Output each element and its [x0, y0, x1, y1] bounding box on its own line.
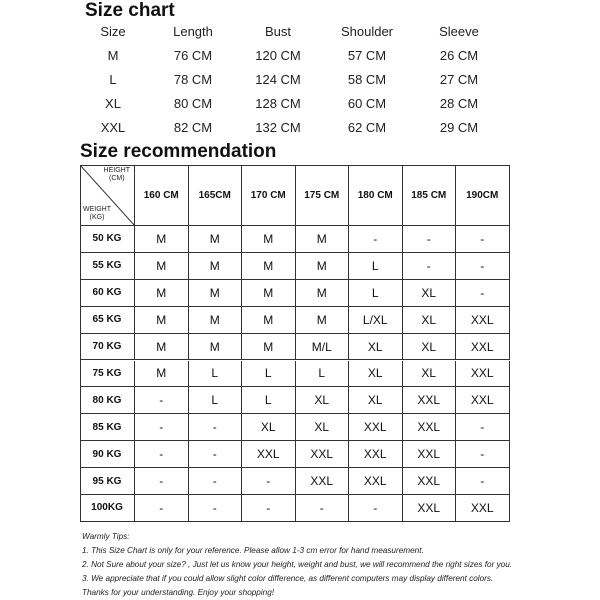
corner-header-cell — [80, 165, 135, 226]
size-recommendation-cell: XL — [242, 414, 296, 441]
height-header-cell: 190CM — [456, 165, 510, 226]
size-chart-cell: 29 CM — [439, 120, 479, 135]
weight-label-cell: 100KG — [80, 495, 135, 522]
size-recommendation-cell: XXL — [456, 334, 510, 361]
size-recommendation-cell: - — [403, 253, 457, 280]
tip-line: Thanks for your understanding. Enjoy your shopping! — [82, 588, 275, 597]
height-header-cell: 170 CM — [242, 165, 296, 226]
size-recommendation-cell: XL — [403, 334, 457, 361]
size-recommendation-cell: - — [135, 441, 189, 468]
height-header-cell: 185 CM — [403, 165, 457, 226]
tip-line: 1. This Size Chart is only for your reference. Please allow 1-3 cm error for hand measurement. — [82, 546, 424, 555]
size-chart-cell: L — [109, 72, 117, 87]
size-recommendation-cell: XL — [296, 387, 350, 414]
size-recommendation-cell: M — [296, 226, 350, 253]
size-recommendation-cell: - — [403, 226, 457, 253]
size-chart-cell: 26 CM — [439, 48, 479, 63]
size-recommendation-cell: XL — [349, 387, 403, 414]
size-recommendation-title: Size recommendation — [80, 141, 277, 162]
size-chart-header-cell: Length — [173, 24, 213, 39]
size-recommendation-cell: XXL — [403, 441, 457, 468]
size-recommendation-cell: M — [189, 226, 243, 253]
size-recommendation-cell: XL — [403, 280, 457, 307]
size-chart-cell: 27 CM — [439, 72, 479, 87]
size-recommendation-cell: XL — [349, 361, 403, 388]
size-recommendation-cell: M — [242, 253, 296, 280]
size-recommendation-cell: XXL — [403, 468, 457, 495]
size-recommendation-cell: - — [135, 387, 189, 414]
size-recommendation-cell: M — [242, 226, 296, 253]
size-chart-header-cell: Shoulder — [340, 24, 394, 39]
size-recommendation-cell: M — [296, 253, 350, 280]
size-recommendation-cell: M — [189, 280, 243, 307]
weight-label-cell: 50 KG — [80, 226, 135, 253]
corner-weight-label: WEIGHT (KG) — [83, 206, 111, 221]
size-recommendation-cell: M — [135, 334, 189, 361]
size-recommendation-cell: M/L — [296, 334, 350, 361]
height-header-cell: 180 CM — [349, 165, 403, 226]
size-recommendation-cell: XL — [349, 334, 403, 361]
size-chart-cell: 80 CM — [173, 96, 213, 111]
size-recommendation-cell: - — [242, 468, 296, 495]
weight-label-cell: 55 KG — [80, 253, 135, 280]
size-chart-cell: XL — [105, 96, 121, 111]
size-recommendation-cell: XXL — [349, 414, 403, 441]
size-recommendation-cell: - — [135, 468, 189, 495]
size-recommendation-cell: - — [189, 468, 243, 495]
size-chart-cell: 58 CM — [347, 72, 387, 87]
height-header-cell: 175 CM — [296, 165, 350, 226]
size-recommendation-cell: XXL — [242, 441, 296, 468]
height-header-cell: 160 CM — [135, 165, 189, 226]
tip-line: 2. Not Sure about your size? , Just let us know your height, weight and bust, we will recommend the right sizes for you. — [82, 560, 513, 569]
size-chart-row — [0, 96, 600, 120]
weight-label-cell: 95 KG — [80, 468, 135, 495]
size-recommendation-cell: M — [135, 280, 189, 307]
size-recommendation-cell: - — [456, 226, 510, 253]
size-recommendation-cell: - — [456, 441, 510, 468]
height-header-cell: 165CM — [189, 165, 243, 226]
size-recommendation-cell: - — [296, 495, 350, 522]
size-recommendation-cell: XXL — [296, 441, 350, 468]
size-recommendation-cell: M — [242, 307, 296, 334]
size-recommendation-cell: XXL — [456, 307, 510, 334]
size-chart-header-row — [0, 24, 600, 48]
size-recommendation-cell: XXL — [456, 361, 510, 388]
size-recommendation-cell: - — [135, 495, 189, 522]
size-chart-cell: 124 CM — [255, 72, 301, 87]
size-chart-cell: 128 CM — [255, 96, 301, 111]
size-recommendation-cell: - — [189, 414, 243, 441]
size-recommendation-cell: L — [349, 280, 403, 307]
weight-label-cell: 60 KG — [80, 280, 135, 307]
size-recommendation-cell: XXL — [403, 495, 457, 522]
weight-label-cell: 75 KG — [80, 361, 135, 388]
size-chart-cell: 57 CM — [347, 48, 387, 63]
size-recommendation-grid — [80, 165, 510, 522]
size-chart-header-cell: Size — [100, 24, 126, 39]
size-recommendation-cell: M — [242, 334, 296, 361]
size-recommendation-cell: M — [296, 280, 350, 307]
corner-height-label: HEIGHT (CM) — [103, 167, 130, 182]
size-recommendation-cell: XL — [403, 361, 457, 388]
size-chart-title: Size chart — [85, 0, 175, 21]
weight-label-cell: 80 KG — [80, 387, 135, 414]
size-recommendation-cell: XXL — [403, 414, 457, 441]
size-recommendation-cell: - — [135, 414, 189, 441]
size-recommendation-cell: XXL — [296, 468, 350, 495]
size-recommendation-cell: L — [189, 361, 243, 388]
size-recommendation-cell: - — [189, 441, 243, 468]
size-recommendation-cell: M — [296, 307, 350, 334]
size-chart-header-cell: Bust — [264, 24, 292, 39]
weight-label-cell: 70 KG — [80, 334, 135, 361]
size-recommendation-cell: - — [349, 226, 403, 253]
weight-label-cell: 85 KG — [80, 414, 135, 441]
size-recommendation-cell: - — [456, 280, 510, 307]
size-chart-cell: 120 CM — [255, 48, 301, 63]
size-recommendation-cell: L — [349, 253, 403, 280]
size-recommendation-cell: - — [189, 495, 243, 522]
size-recommendation-cell: XXL — [456, 495, 510, 522]
size-recommendation-cell: L — [296, 361, 350, 388]
tip-line: 3. We appreciate that if you could allow slight color difference, as different computers may display different colors. — [82, 574, 494, 583]
tips-heading: Warmly Tips: — [82, 532, 130, 541]
size-chart-cell: 62 CM — [347, 120, 387, 135]
size-recommendation-cell: XL — [403, 307, 457, 334]
size-recommendation-cell: M — [135, 226, 189, 253]
size-recommendation-cell: L/XL — [349, 307, 403, 334]
size-recommendation-cell: M — [135, 361, 189, 388]
size-recommendation-cell: L — [242, 361, 296, 388]
size-chart-header-cell: Sleeve — [439, 24, 479, 39]
size-chart-cell: 82 CM — [173, 120, 213, 135]
size-recommendation-cell: M — [189, 307, 243, 334]
size-chart-cell: M — [107, 48, 119, 63]
size-chart-row — [0, 48, 600, 72]
size-recommendation-cell: L — [242, 387, 296, 414]
size-recommendation-cell: XL — [296, 414, 350, 441]
weight-label-cell: 65 KG — [80, 307, 135, 334]
size-recommendation-cell: - — [456, 468, 510, 495]
size-recommendation-cell: - — [456, 414, 510, 441]
size-chart-row — [0, 72, 600, 96]
size-recommendation-cell: - — [456, 253, 510, 280]
size-recommendation-cell: XXL — [456, 387, 510, 414]
size-chart-cell: 132 CM — [255, 120, 301, 135]
size-chart-cell: 78 CM — [173, 72, 213, 87]
size-recommendation-cell: M — [135, 307, 189, 334]
size-recommendation-cell: M — [242, 280, 296, 307]
size-recommendation-cell: L — [189, 387, 243, 414]
size-recommendation-cell: M — [135, 253, 189, 280]
size-recommendation-cell: M — [189, 334, 243, 361]
size-recommendation-cell: M — [189, 253, 243, 280]
size-recommendation-cell: XXL — [349, 468, 403, 495]
size-chart-cell: 76 CM — [173, 48, 213, 63]
size-recommendation-cell: XXL — [349, 441, 403, 468]
size-chart-cell: 60 CM — [347, 96, 387, 111]
size-recommendation-cell: - — [349, 495, 403, 522]
size-chart-cell: 28 CM — [439, 96, 479, 111]
size-recommendation-cell: XXL — [403, 387, 457, 414]
weight-label-cell: 90 KG — [80, 441, 135, 468]
size-recommendation-cell: - — [242, 495, 296, 522]
size-chart-cell: XXL — [100, 120, 126, 135]
